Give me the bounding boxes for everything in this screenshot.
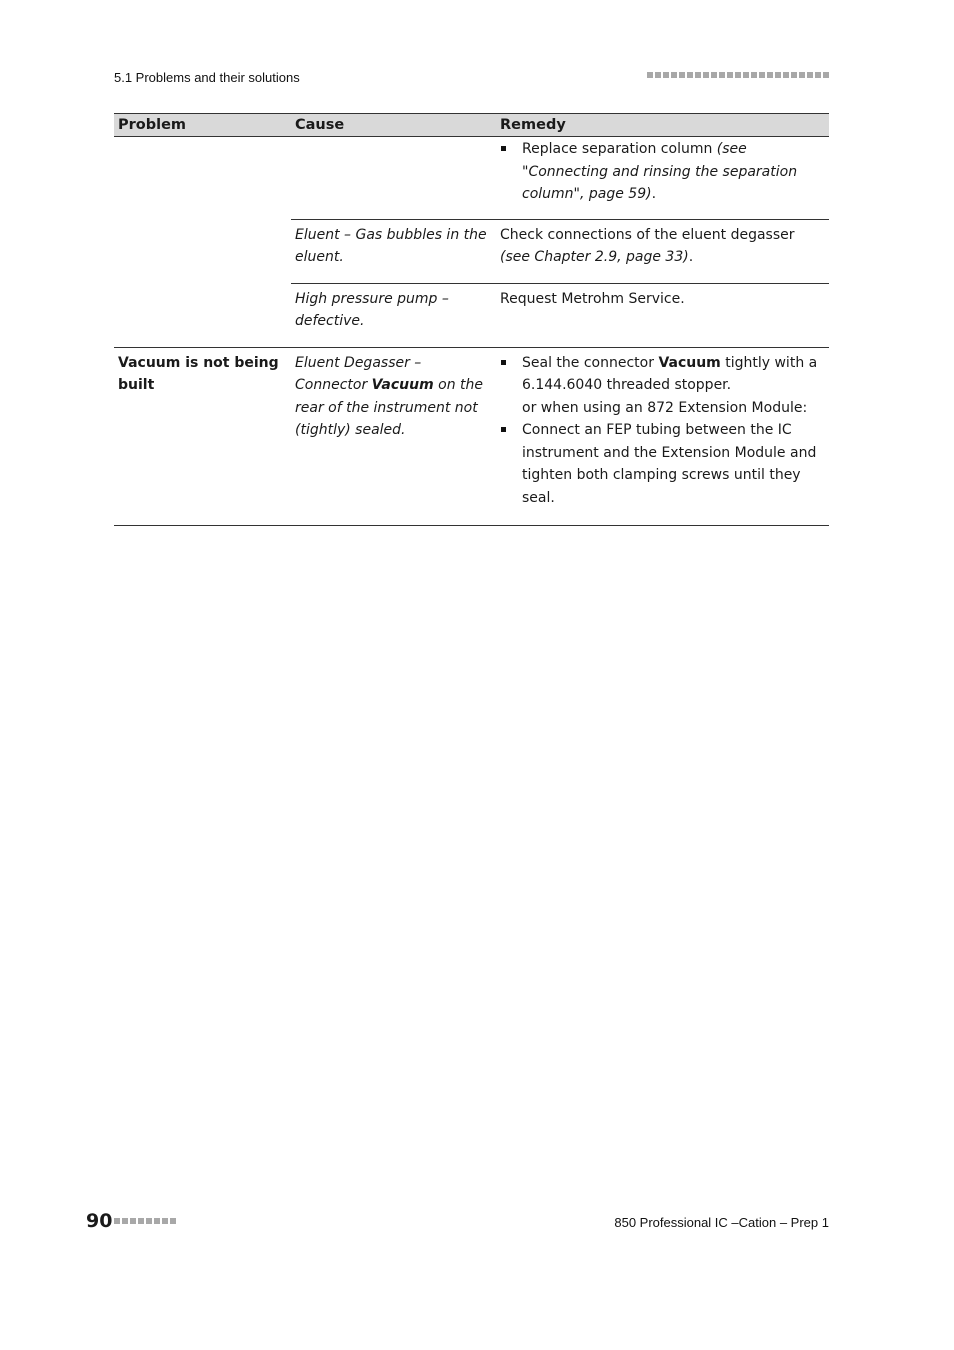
cross-reference: (see Chapter 2.9, page 33) bbox=[500, 249, 689, 265]
remedy-text: Check connections of the eluent degasser bbox=[500, 226, 795, 243]
decorative-square bbox=[727, 72, 733, 78]
footer-decoration bbox=[114, 1218, 176, 1224]
remedy-end: . bbox=[688, 249, 694, 265]
decorative-square bbox=[791, 72, 797, 78]
remedy-list bbox=[500, 419, 825, 509]
remedy-end: . bbox=[651, 186, 657, 202]
running-header: 5.1 Problems and their solutions bbox=[114, 70, 300, 85]
column-header-cause: Cause bbox=[291, 114, 496, 137]
remedy-note: or when using an 872 Extension Module: bbox=[522, 399, 808, 416]
cause-cell bbox=[291, 347, 496, 526]
decorative-square bbox=[759, 72, 765, 78]
remedy-text: Replace separation column bbox=[522, 141, 717, 157]
decorative-square bbox=[783, 72, 789, 78]
decorative-square bbox=[138, 1218, 144, 1224]
table-header-row bbox=[114, 114, 829, 137]
connector-name: Vacuum bbox=[658, 354, 721, 371]
decorative-square bbox=[671, 72, 677, 78]
decorative-square bbox=[130, 1218, 136, 1224]
decorative-square bbox=[663, 72, 669, 78]
decorative-square bbox=[735, 72, 741, 78]
cause-cell: Eluent – Gas bubbles in the eluent. bbox=[291, 219, 496, 283]
decorative-square bbox=[170, 1218, 176, 1224]
decorative-square bbox=[679, 72, 685, 78]
cause-text: on the rear of the instrument not (tightly) sealed. bbox=[295, 377, 484, 438]
remedy-cell: Request Metrohm Service. bbox=[496, 283, 829, 347]
remedy-text: tightly with a 6.144.6040 threaded stopper. bbox=[522, 354, 818, 393]
decorative-square bbox=[687, 72, 693, 78]
remedy-list bbox=[500, 138, 825, 206]
decorative-square bbox=[711, 72, 717, 78]
cause-text: Eluent Degasser – Connector bbox=[295, 354, 422, 393]
problem-cell bbox=[114, 219, 291, 283]
decorative-square bbox=[703, 72, 709, 78]
remedy-list bbox=[500, 352, 825, 397]
header-decoration bbox=[647, 72, 829, 78]
remedy-cell bbox=[496, 219, 829, 283]
decorative-square bbox=[162, 1218, 168, 1224]
cross-reference: (see "Connecting and rinsing the separation column", page 59) bbox=[522, 141, 798, 202]
decorative-square bbox=[751, 72, 757, 78]
troubleshooting-table bbox=[114, 113, 829, 526]
problem-cell: Vacuum is not being built bbox=[114, 347, 291, 526]
remedy-cell bbox=[496, 347, 829, 526]
list-item: Connect an FEP tubing between the IC instrument and the Extension Module and tighten both clamping screws until they seal. bbox=[500, 419, 825, 509]
list-item bbox=[500, 138, 825, 206]
decorative-square bbox=[775, 72, 781, 78]
table-row bbox=[114, 347, 829, 526]
problem-cell bbox=[114, 137, 291, 220]
page-number: 90 bbox=[86, 1210, 113, 1232]
table-row bbox=[114, 137, 829, 220]
decorative-square bbox=[695, 72, 701, 78]
decorative-square bbox=[154, 1218, 160, 1224]
decorative-square bbox=[807, 72, 813, 78]
table-row bbox=[114, 283, 829, 347]
decorative-square bbox=[146, 1218, 152, 1224]
decorative-square bbox=[114, 1218, 120, 1224]
decorative-square bbox=[767, 72, 773, 78]
problem-cell bbox=[114, 283, 291, 347]
decorative-square bbox=[823, 72, 829, 78]
decorative-square bbox=[815, 72, 821, 78]
cause-cell bbox=[291, 137, 496, 220]
decorative-square bbox=[122, 1218, 128, 1224]
decorative-square bbox=[647, 72, 653, 78]
decorative-square bbox=[655, 72, 661, 78]
document-title: 850 Professional IC –Cation – Prep 1 bbox=[614, 1215, 829, 1230]
decorative-square bbox=[799, 72, 805, 78]
cause-cell: High pressure pump – defective. bbox=[291, 283, 496, 347]
column-header-remedy: Remedy bbox=[496, 114, 829, 137]
remedy-text: Seal the connector bbox=[522, 354, 659, 371]
list-item bbox=[500, 352, 825, 397]
connector-name: Vacuum bbox=[371, 377, 434, 393]
remedy-cell bbox=[496, 137, 829, 220]
decorative-square bbox=[743, 72, 749, 78]
column-header-problem: Problem bbox=[114, 114, 291, 137]
decorative-square bbox=[719, 72, 725, 78]
table-row bbox=[114, 219, 829, 283]
